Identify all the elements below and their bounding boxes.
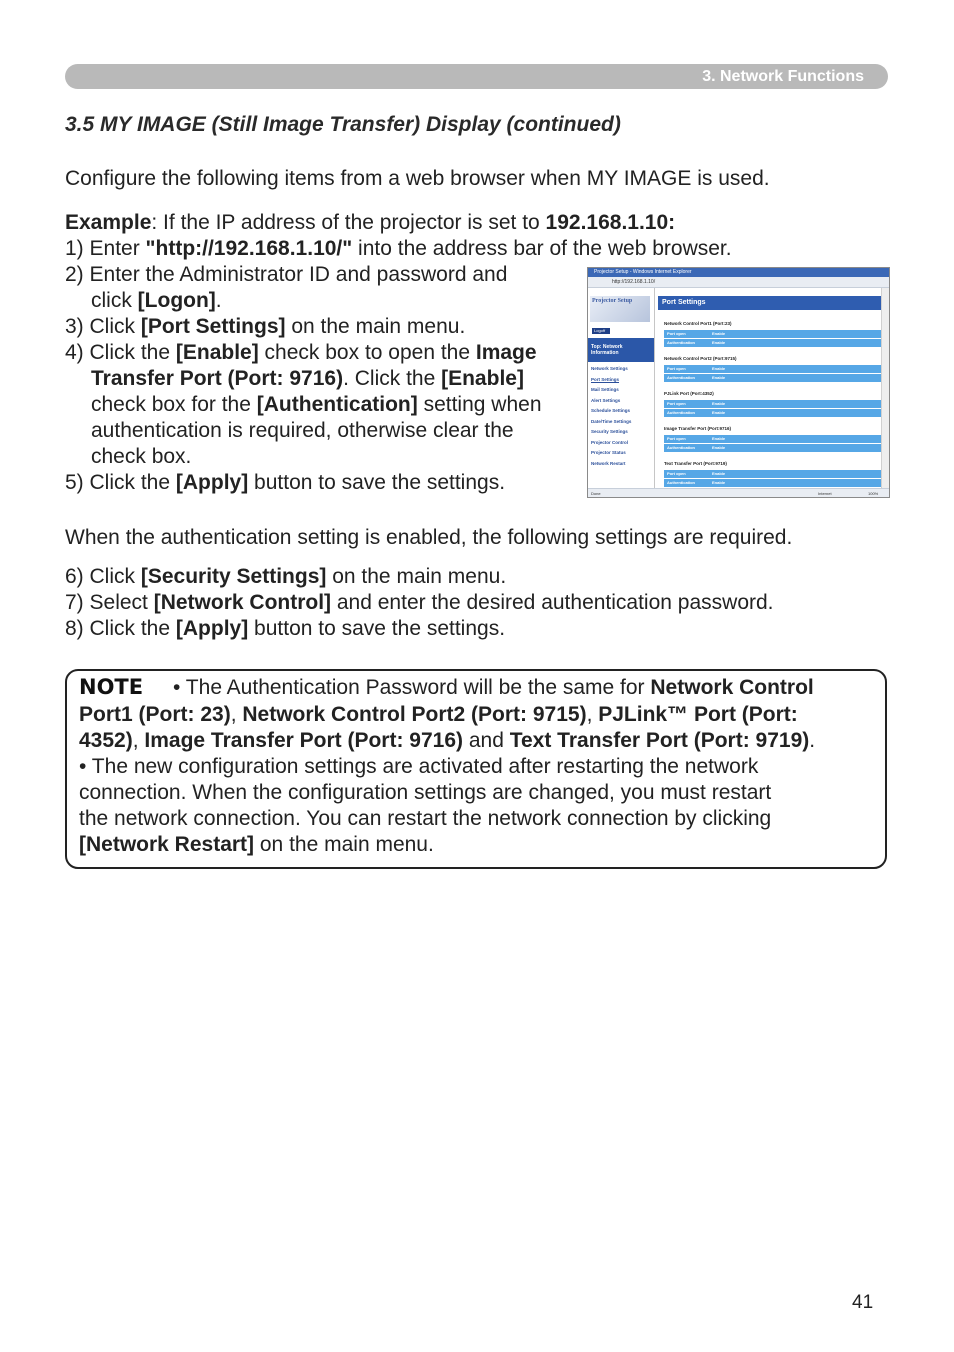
auth-intro: When the authentication setting is enabled, the following settings are required. [65, 526, 793, 549]
port-row [664, 479, 882, 487]
menu-item: Projector Control [591, 440, 629, 445]
note-bold: Network Control [650, 676, 814, 699]
step-4-line-4: authentication is required, otherwise clear the [91, 419, 514, 442]
step-5-text: 5) Click the [65, 471, 176, 494]
browser-scrollbar [881, 288, 889, 488]
step-4-image: Image [475, 341, 537, 364]
step-5-apply: [Apply] [175, 471, 249, 494]
row-label: Authentication [667, 480, 695, 485]
port-row [664, 409, 882, 417]
step-4-line-1 [65, 340, 537, 366]
example-label: Example [65, 211, 152, 234]
step-5-text-end: button to save the settings. [248, 471, 506, 494]
port-row [664, 374, 882, 382]
example-text: : If the IP address of the projector is set to [151, 211, 546, 234]
browser-title-bar [588, 268, 889, 277]
note-bold: [Network Restart] [79, 833, 255, 856]
row-value: Enable [712, 471, 726, 476]
browser-title: Projector Setup - Windows Internet Explorer [594, 269, 692, 275]
note-line-1 [173, 675, 814, 701]
projector-menu-sidebar [588, 288, 655, 488]
note-text: , [586, 703, 599, 726]
note-text: on the main menu. [254, 833, 434, 856]
browser-status-bar [588, 488, 889, 498]
row-label: Authentication [667, 410, 695, 415]
port-row [664, 444, 882, 452]
step-1-url: "http://192.168.1.10/" [145, 237, 353, 260]
step-4-authentication: [Authentication] [256, 393, 418, 416]
port-settings-heading [658, 296, 882, 310]
note-line-4: • The new configuration settings are activated after restarting the network [79, 755, 759, 778]
step-4-line-5: check box. [91, 445, 192, 468]
note-text: , [230, 703, 243, 726]
example-ip: 192.168.1.10: [545, 211, 676, 234]
row-label: Port open [667, 366, 686, 371]
port-row [664, 365, 882, 373]
row-value: Enable [712, 445, 726, 450]
note-line-5: connection. When the configuration settings are changed, you must restart [79, 781, 772, 804]
intro-paragraph: Configure the following items from a web browser when MY IMAGE is used. [65, 167, 770, 190]
step-4-text-mid: check box to open the [258, 341, 476, 364]
row-label: Port open [667, 471, 686, 476]
browser-address-bar [588, 277, 889, 288]
port-section-title: PJLink Port (Port:4352) [664, 391, 714, 396]
note-line-7 [79, 832, 434, 858]
step-5 [65, 470, 505, 496]
step-4-enable: [Enable] [175, 341, 259, 364]
menu-item: Mail Settings [591, 387, 619, 392]
step-8-apply: [Apply] [175, 617, 249, 640]
port-settings-panel [655, 288, 889, 488]
row-label: Port open [667, 401, 686, 406]
step-1-text: 1) Enter [65, 237, 146, 260]
port-section-title: Text Transfer Port (Port:9719) [664, 461, 727, 466]
note-text: . [809, 729, 816, 752]
step-7-network-control: [Network Control] [153, 591, 332, 614]
example-line [65, 210, 675, 236]
note-box [65, 669, 887, 869]
menu-item: Projector Status [591, 450, 626, 455]
menu-item: Date/Time Settings [591, 419, 632, 424]
status-text: Done [591, 491, 601, 496]
step-3-port-settings: [Port Settings] [140, 315, 286, 338]
step-2-cont [91, 288, 222, 314]
row-value: Enable [712, 366, 726, 371]
note-text: , [132, 729, 145, 752]
note-bold: Port1 (Port: 23) [79, 703, 231, 726]
step-4-line-2 [91, 366, 524, 392]
step-8 [65, 616, 505, 642]
note-bold: PJLink™ Port (Port: [598, 703, 798, 726]
menu-item: Alert Settings [591, 398, 621, 403]
menu-item: Network Settings [591, 366, 628, 371]
step-1 [65, 236, 732, 262]
note-label: NOTE [79, 675, 144, 699]
port-row [664, 400, 882, 408]
row-value: Enable [712, 375, 726, 380]
step-8-text-end: button to save the settings. [248, 617, 506, 640]
page-number: 41 [852, 1292, 874, 1313]
port-section-title: Network Control Port2 (Port:9715) [664, 356, 737, 361]
note-line-6: the network connection. You can restart the network connection by clicking [79, 807, 772, 830]
note-line-2 [79, 702, 798, 728]
row-value: Enable [712, 410, 726, 415]
port-row [664, 435, 882, 443]
row-label: Authentication [667, 445, 695, 450]
step-3-text: 3) Click [65, 315, 141, 338]
browser-address: http://192.168.1.10/ [612, 279, 656, 285]
note-bold: 4352) [79, 729, 133, 752]
row-label: Port open [667, 331, 686, 336]
step-6-text: 6) Click [65, 565, 141, 588]
step-2-period: . [215, 289, 222, 312]
row-label: Authentication [667, 375, 695, 380]
menu-top-item [588, 338, 654, 362]
logoff-button [592, 328, 610, 334]
page-title: 3.5 MY IMAGE (Still Image Transfer) Display (continued) [65, 113, 621, 136]
step-7-text: 7) Select [65, 591, 154, 614]
step-4-text-3: check box for the [91, 393, 257, 416]
port-section-title: Image Transfer Port (Port:9716) [664, 426, 732, 431]
row-value: Enable [712, 401, 726, 406]
port-row [664, 339, 882, 347]
step-1-text-end: into the address bar of the web browser. [352, 237, 732, 260]
step-4-text-2: . Click the [343, 367, 442, 390]
note-bold: Image Transfer Port (Port: 9716) [144, 729, 463, 752]
projector-setup-logo [590, 296, 650, 322]
row-value: Enable [712, 340, 726, 345]
step-2-logon: [Logon] [137, 289, 216, 312]
step-4-line-3 [91, 392, 542, 418]
status-zone: Internet [818, 491, 832, 496]
step-6-text-end: on the main menu. [326, 565, 507, 588]
section-header-bar [65, 64, 888, 89]
row-label: Port open [667, 436, 686, 441]
menu-item: Schedule Settings [591, 408, 631, 413]
note-bold: Network Control Port2 (Port: 9715) [242, 703, 587, 726]
step-3 [65, 314, 465, 340]
port-row [664, 470, 882, 478]
port-section-title: Network Control Port1 (Port:23) [664, 321, 732, 326]
step-7 [65, 590, 774, 616]
port-settings-title: Port Settings [662, 299, 706, 306]
logo-text: Projector Setup [592, 298, 633, 304]
row-value: Enable [712, 436, 726, 441]
note-line-3 [79, 728, 815, 754]
logoff-label: Logoff [594, 328, 606, 333]
step-3-text-end: on the main menu. [285, 315, 466, 338]
step-6-security-settings: [Security Settings] [140, 565, 327, 588]
status-zoom: 100% [868, 491, 879, 496]
step-2: 2) Enter the Administrator ID and password and [65, 263, 508, 286]
note-text: and [463, 729, 510, 752]
row-label: Authentication [667, 340, 695, 345]
menu-item: Security Settings [591, 429, 628, 434]
step-4-port: Transfer Port (Port: 9716) [91, 367, 344, 390]
step-7-text-end: and enter the desired authentication password. [331, 591, 774, 614]
step-2-text: click [91, 289, 138, 312]
section-header-label: 3. Network Functions [702, 68, 864, 85]
row-value: Enable [712, 331, 726, 336]
step-4-text: 4) Click the [65, 341, 176, 364]
note-text: • The Authentication Password will be the same for [173, 676, 651, 699]
port-row [664, 330, 882, 338]
menu-item: Network Restart [591, 461, 626, 466]
menu-item: Port Settings [591, 377, 620, 382]
step-6 [65, 564, 506, 590]
step-4-text-3-end: setting when [417, 393, 542, 416]
browser-screenshot [587, 267, 890, 498]
note-bold: Text Transfer Port (Port: 9719) [509, 729, 810, 752]
menu-top-label: Top: Network Information [591, 344, 623, 356]
step-8-text: 8) Click the [65, 617, 176, 640]
step-4-enable-2: [Enable] [441, 367, 524, 390]
row-value: Enable [712, 480, 726, 485]
